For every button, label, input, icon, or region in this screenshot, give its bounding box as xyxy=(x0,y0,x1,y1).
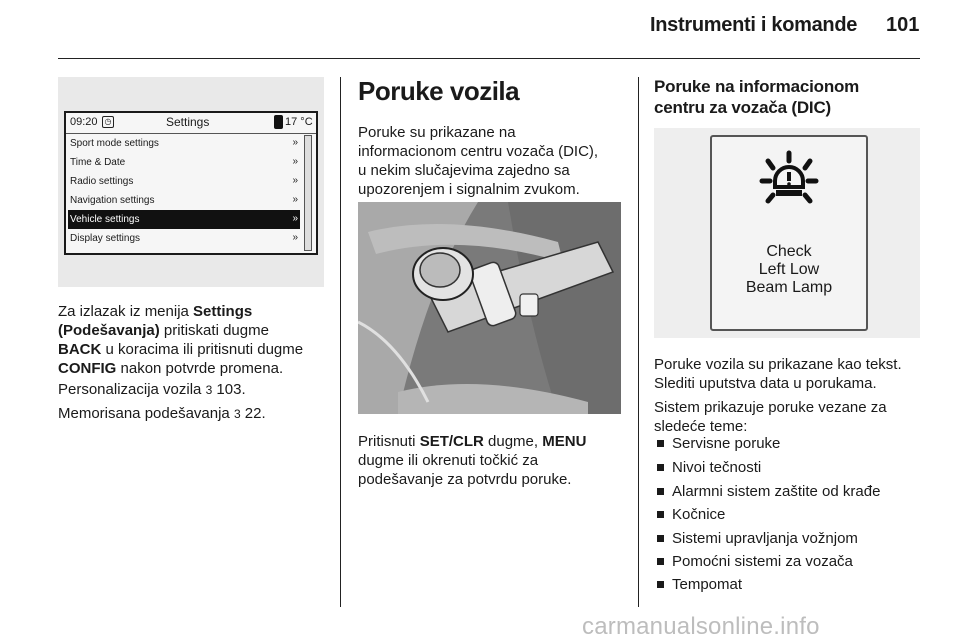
watermark: carmanualsonline.info xyxy=(582,613,820,640)
cross-reference-personalization: Personalizacija vozila 3 103. xyxy=(58,381,246,398)
list-item: Servisne poruke xyxy=(654,435,780,452)
menu-item-label: Display settings xyxy=(70,233,141,244)
clock-icon: ◷ xyxy=(102,116,114,128)
page-number: 101 xyxy=(886,14,920,36)
menu-item-display xyxy=(68,229,300,248)
list-item: Nivoi tečnosti xyxy=(654,459,761,476)
settings-menu-list xyxy=(68,134,300,248)
menu-item-label: Vehicle settings xyxy=(70,214,140,225)
page-reference-arrow-icon: 3 xyxy=(233,407,241,421)
headlamp-warning-icon xyxy=(712,137,866,237)
settings-exit-paragraph: Za izlazak iz menija Settings (Podešavanja) pritiskati dugme BACK u koracima ili pritisnuti dugme CONFIG nakon potvrde promena. xyxy=(58,303,304,377)
display-temperature: 17 °C xyxy=(285,116,313,128)
dic-text-paragraph: Poruke vozila su prikazane kao tekst. Slediti uputstva data u porukama. xyxy=(654,356,902,392)
display-scrollbar xyxy=(304,135,312,251)
chevron-right-icon: » xyxy=(292,194,298,205)
list-item: Tempomat xyxy=(654,576,742,593)
display-time: 09:20 xyxy=(70,116,98,128)
chevron-right-icon: » xyxy=(292,213,298,224)
chevron-right-icon: » xyxy=(292,156,298,167)
page-reference-arrow-icon: 3 xyxy=(205,383,213,397)
intro-paragraph: Poruke su prikazane na informacionom centru vozača (DIC), u nekim slučajevima zajedno sa upozorenjem i signalnim zvukom. xyxy=(358,124,599,198)
steering-column-stalk-photo xyxy=(358,202,621,414)
display-title: Settings xyxy=(166,115,210,129)
dic-message-text: Check Left Low Beam Lamp xyxy=(745,243,833,296)
chevron-right-icon: » xyxy=(292,232,298,243)
list-item: Kočnice xyxy=(654,506,725,523)
cross-reference-memory: Memorisana podešavanja 3 22. xyxy=(58,405,266,422)
dic-display-illustration xyxy=(654,128,920,338)
menu-item-label: Navigation settings xyxy=(70,195,155,206)
menu-item-label: Radio settings xyxy=(70,176,134,187)
menu-item-label: Sport mode settings xyxy=(70,138,159,149)
menu-item-vehicle-selected xyxy=(68,210,300,229)
display-status-bar xyxy=(66,113,316,134)
chevron-right-icon: » xyxy=(292,137,298,148)
header-rule xyxy=(58,58,920,59)
menu-item-time-date xyxy=(68,153,300,172)
confirm-message-paragraph: Pritisnuti SET/CLR dugme, MENU dugme ili okrenuti točkić za podešavanje za potvrdu poruke. xyxy=(358,433,587,488)
chevron-right-icon: » xyxy=(292,175,298,186)
menu-item-navigation xyxy=(68,191,300,210)
settings-screen-illustration xyxy=(58,77,324,287)
topics-intro-paragraph: Sistem prikazuje poruke vezane za sledeće teme: xyxy=(654,399,887,435)
menu-item-label: Time & Date xyxy=(70,157,126,168)
list-item: Alarmni sistem zaštite od krađe xyxy=(654,483,880,500)
running-header-title: Instrumenti i komande xyxy=(650,14,858,36)
column-divider-right xyxy=(638,77,639,607)
dic-display xyxy=(710,135,868,331)
section-heading: Poruke vozila xyxy=(358,76,520,106)
list-item: Pomoćni sistemi za vozača xyxy=(654,553,853,570)
list-item: Sistemi upravljanja vožnjom xyxy=(654,530,858,547)
menu-item-radio xyxy=(68,172,300,191)
thermometer-icon xyxy=(274,115,283,129)
settings-display xyxy=(64,111,318,255)
column-divider-left xyxy=(340,77,341,607)
subsection-heading: Poruke na informacionom centru za vozača (DIC) xyxy=(654,77,860,117)
menu-item-sport-mode xyxy=(68,134,300,153)
